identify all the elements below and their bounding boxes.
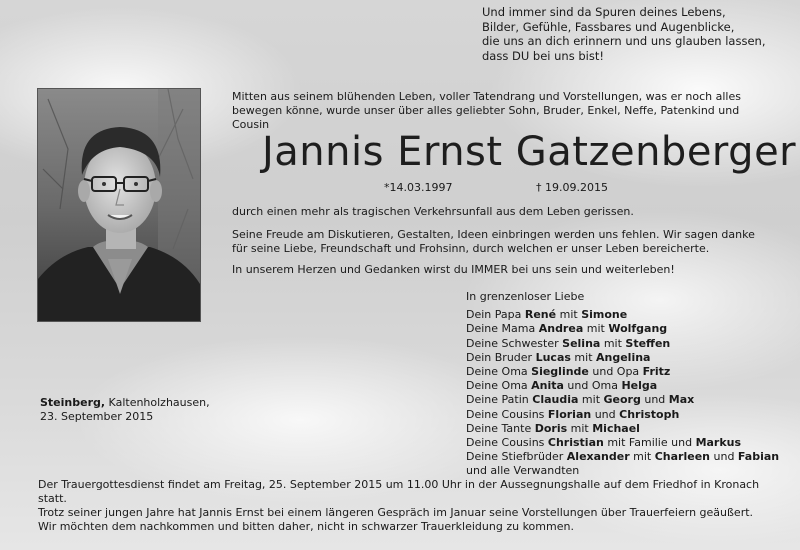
mourner-name: Claudia [532,393,579,407]
place-date-line: 23. September 2015 [40,410,154,423]
mourner-relation: mit [556,308,582,322]
mourners-outro: und alle Verwandten [466,464,580,478]
mourner-relation: und [591,407,620,421]
footer-line: Der Trauergottesdienst findet am Freitag, 25. September 2015 um 11.00 Uhr in der Aussegnungshalle auf dem Friedhof in Kronach statt. [38,478,760,505]
mourner-rows [466,308,786,464]
motto-line: Und immer sind da Spuren deines Lebens, [482,5,726,19]
place-date [40,396,220,424]
mourner-relation: mit [583,322,609,336]
mourner-row [466,322,786,336]
mourner-relation: Deine Cousins [466,436,548,450]
funeral-notice [38,478,768,534]
mourner-name: Simone [581,308,628,322]
mourner-row [466,308,786,322]
place-rest: Kaltenholzhausen, [105,396,210,409]
footer-line: Trotz seiner jungen Jahre hat Jannis Ernst bei einem längeren Gespräch im Januar seine Vorstellungen über Trauerfeiern geäußert. [38,506,754,519]
tribute-text: Seine Freude am Diskutieren, Gestalten, Ideen einbringen werden uns fehlen. Wir sagen danke für seine Liebe, Freundschaft und Frohsinn, durch welchen er unser Leben bereicherte. [232,228,755,255]
mourner-name: René [524,308,557,322]
mourner-row [466,365,786,379]
cause-text: durch einen mehr als tragischen Verkehrsunfall aus dem Leben gerissen. [232,205,634,218]
motto-verse [482,5,782,63]
mourner-row [466,379,786,393]
mourner-relation: mit [600,336,626,350]
mourner-name: Lucas [535,350,571,364]
motto-line: dass DU bei uns bist! [482,48,604,63]
mourner-row [466,450,786,464]
mourner-name: Charleen [654,450,710,464]
intro-text: Mitten aus seinem blühenden Leben, voller Tatendrang und Vorstellungen, was er noch alles bewegen könne, wurde unser über alles geliebter Sohn, Bruder, Enkel, Neffe, Patenkind und Cousin [232,90,741,131]
mourner-relation: Deine Schwester [466,336,563,350]
mourners-intro: In grenzenloser Liebe [466,290,585,303]
mourner-name: Sieglinde [531,365,589,379]
place-town: Steinberg, [40,396,106,409]
mourner-row [466,436,786,450]
motto-line: die uns an dich erinnern und uns glauben lassen, [482,34,766,48]
mourner-name: Fritz [642,365,671,379]
mourner-name: Christoph [619,407,680,421]
mourner-name: Michael [592,421,640,435]
memory-text: In unserem Herzen und Gedanken wirst du IMMER bei uns sein und weiterleben! [232,263,675,276]
mourner-name: Markus [695,436,742,450]
mourner-row [466,422,786,436]
mourner-name: Max [668,393,695,407]
mourner-name: Angelina [596,350,651,364]
mourner-name: Wolfgang [608,322,668,336]
mourner-relation: Deine Mama [466,322,539,336]
mourner-relation: Dein Bruder [466,350,536,364]
mourner-name: Selina [562,336,601,350]
mourner-name: Steffen [625,336,671,350]
mourner-relation: mit Familie und [603,436,696,450]
mourner-row [466,408,786,422]
mourner-relation: Dein Papa [466,308,525,322]
mourner-name: Andrea [538,322,584,336]
mourner-name: Doris [534,421,568,435]
mourner-relation: Deine Tante [466,421,535,435]
mourner-name: Florian [547,407,592,421]
mourner-name: Anita [531,379,564,393]
mourner-name: Christian [547,436,604,450]
mourner-relation: mit [629,450,655,464]
portrait-photo [37,88,201,322]
place-line [40,396,220,410]
mourner-relation: Deine Cousins [466,407,548,421]
mourner-relation: mit [567,421,593,435]
mourner-row [466,393,786,407]
mourner-row [466,337,786,351]
motto-line: Bilder, Gefühle, Fassbares und Augenblicke, [482,19,735,34]
mourner-relation: mit [570,350,596,364]
mourner-name: Helga [621,379,658,393]
mourner-row [466,351,786,365]
birth-date: *14.03.1997 [384,181,453,194]
mourner-name: Georg [603,393,641,407]
mourner-relation: Deine Stiefbrüder [466,450,567,464]
mourner-relation: mit [578,393,604,407]
mourner-relation: und Oma [563,379,622,393]
mourner-relation: und [640,393,669,407]
mourners-list [466,290,786,479]
footer-line: Wir möchten dem nachkommen und bitten daher, nicht in schwarzer Trauerkleidung zu kommen. [38,520,574,533]
mourner-name: Fabian [737,450,780,464]
mourner-relation: und [710,450,738,464]
mourner-relation: Deine Patin [466,393,533,407]
mourner-relation: Deine Oma [466,365,532,379]
mourner-relation: und Opa [588,365,643,379]
mourner-relation: Deine Oma [466,379,532,393]
mourner-name: Alexander [566,450,630,464]
death-date: † 19.09.2015 [536,181,608,194]
deceased-name: Jannis Ernst Gatzenberger [262,129,797,175]
